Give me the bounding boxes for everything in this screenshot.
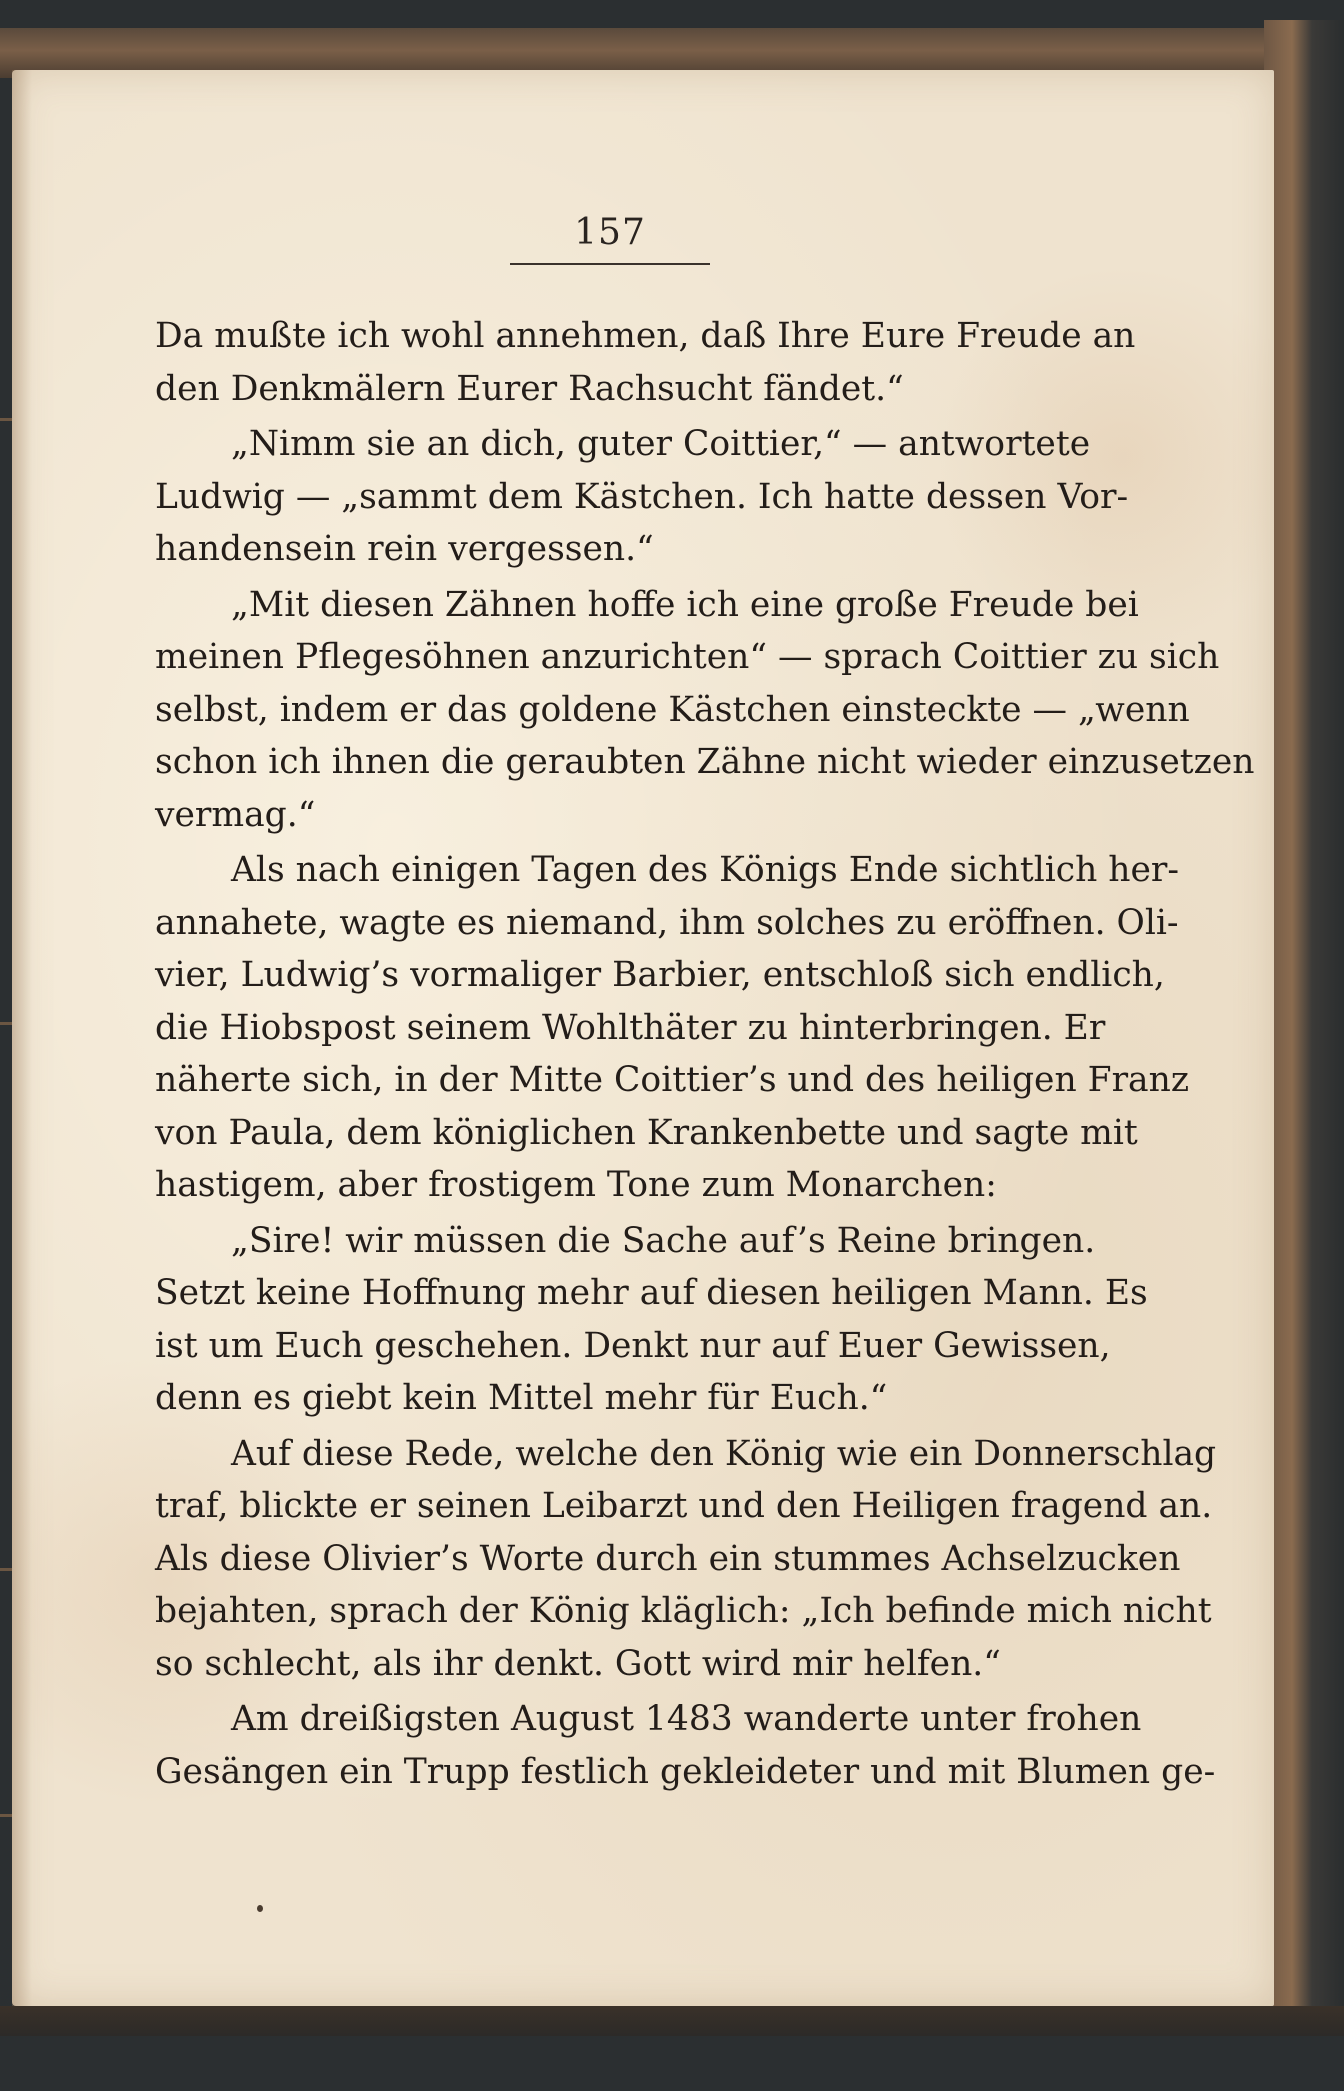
text-line: Ludwig — „sammt dem Kästchen. Ich hatte dessen Vor- — [155, 476, 1129, 517]
page-gutter-shadow — [12, 70, 32, 2006]
text-line: Als diese Olivier’s Worte durch ein stummes Achselzucken — [155, 1538, 1181, 1579]
text-line: Da mußte ich wohl annehmen, daß Ihre Eure Freude an — [155, 316, 1136, 356]
text-line: annahete, wagte es niemand, ihm solches zu eröffnen. Oli- — [155, 902, 1179, 943]
text-line: hastigem, aber frostigem Tone zum Monarchen: — [155, 1165, 997, 1205]
text-line: bejahten, sprach der König kläglich: „Ich befinde mich nicht — [155, 1591, 1212, 1631]
text-line: ist um Euch geschehen. Denkt nur auf Euer Gewissen, — [155, 1325, 1111, 1366]
page-edge-mark — [0, 1568, 12, 1571]
text-line: selbst, indem er das goldene Kästchen einsteckte — „wenn — [155, 689, 1190, 730]
text-line: denn es giebt kein Mittel mehr für Euch.“ — [155, 1378, 888, 1418]
text-line: die Hiobspost seinem Wohlthäter zu hinterbringen. Er — [155, 1007, 1106, 1048]
page-edge-mark — [0, 418, 12, 421]
text-line: so schlecht, als ihr denkt. Gott wird mir helfen.“ — [155, 1643, 1001, 1684]
ink-speck — [257, 1905, 263, 1912]
text-line: vier, Ludwig’s vormaliger Barbier, entschloß sich endlich, — [155, 955, 1165, 995]
text-line: vermag.“ — [155, 794, 316, 835]
text-line: „Mit diesen Zähnen hoffe ich eine große Freude bei — [231, 584, 1139, 625]
text-line: traf, blickte er seinen Leibarzt und den Heiligen fragend an. — [155, 1486, 1213, 1526]
text-line: Als nach einigen Tagen des Königs Ende sichtlich her- — [231, 850, 1180, 890]
text-line: schon ich ihnen die geraubten Zähne nicht wieder einzusetzen — [155, 742, 1255, 782]
text-line: „Sire! wir müssen die Sache auf’s Reine bringen. — [231, 1220, 1096, 1261]
text-line: näherte sich, in der Mitte Coittier’s und des heiligen Franz — [155, 1060, 1190, 1100]
text-line: Gesängen ein Trupp festlich gekleideter und mit Blumen ge- — [155, 1751, 1216, 1792]
text-line: den Denkmälern Eurer Rachsucht fändet.“ — [155, 368, 904, 409]
book-cover-bottom-edge — [0, 2006, 1344, 2036]
body-text — [155, 310, 1255, 1798]
text-line: Am dreißigsten August 1483 wanderte unter frohen — [231, 1699, 1142, 1739]
text-line: Auf diese Rede, welche den König wie ein Donnerschlag — [231, 1433, 1217, 1474]
text-line: „Nimm sie an dich, guter Coittier,“ — antwortete — [231, 424, 1091, 464]
text-line: meinen Pflegesöhnen anzurichten“ — sprach Coittier zu sich — [155, 637, 1220, 677]
text-line: Setzt keine Hoffnung mehr auf diesen heiligen Mann. Es — [155, 1273, 1148, 1313]
page-number: 157 — [574, 212, 646, 253]
text-line: handensein rein vergessen.“ — [155, 529, 654, 569]
text-line: von Paula, dem königlichen Krankenbette und sagte mit — [155, 1112, 1138, 1153]
book-cover-right-edge — [1264, 20, 1344, 2010]
page-edge-mark — [0, 1814, 12, 1817]
header-rule — [510, 263, 710, 265]
page-edge-mark — [0, 1022, 12, 1025]
page-header — [500, 212, 720, 265]
